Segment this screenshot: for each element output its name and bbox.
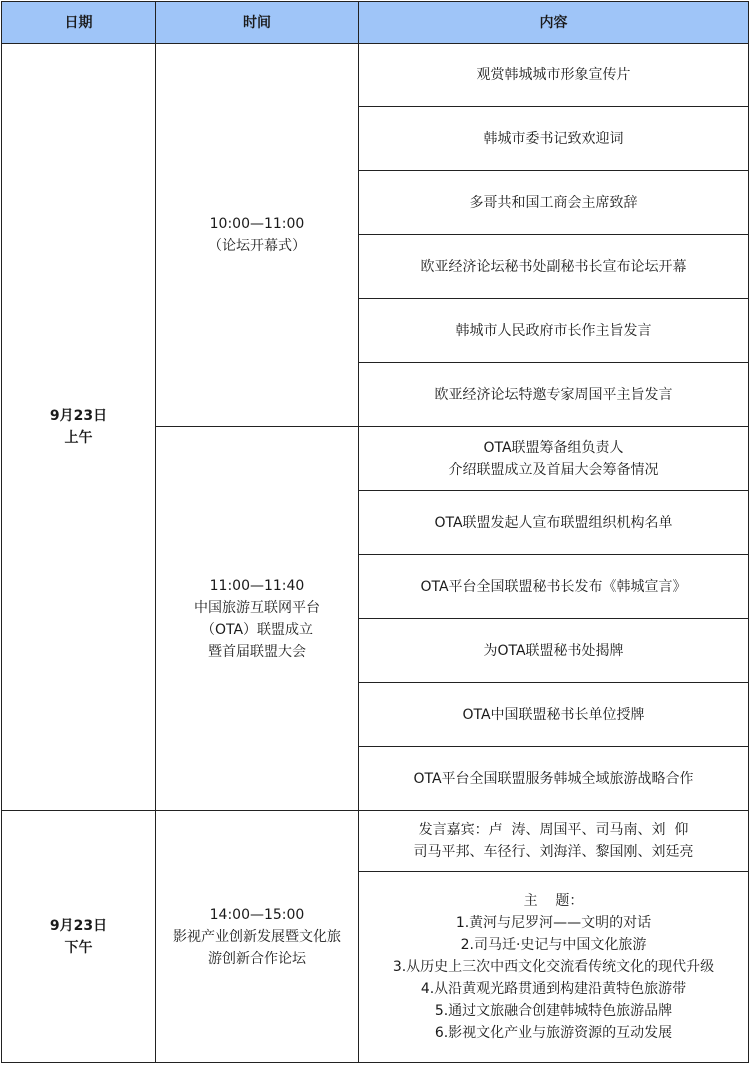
time-cell-ota	[156, 427, 359, 811]
session-time: 14:00—15:00	[209, 906, 305, 923]
time-cell-opening	[156, 44, 359, 427]
content-item: OTA平台全国联盟服务韩城全域旅游战略合作	[359, 747, 749, 811]
time-cell-forum	[156, 811, 359, 1063]
content-item: 多哥共和国工商会主席致辞	[359, 171, 749, 235]
session-name-line: 暨首届联盟大会	[208, 643, 306, 660]
session-time: 10:00—11:00	[209, 216, 305, 232]
date-text: 9月23日	[49, 917, 108, 934]
content-item: OTA联盟发起人宣布联盟组织机构名单	[359, 491, 749, 555]
theme-item: 6.影视文化产业与旅游资源的互动发展	[434, 1025, 673, 1041]
session-name-line: 影视产业创新发展暨文化旅	[173, 928, 341, 945]
session-name-line: 中国旅游互联网平台	[194, 599, 320, 616]
content-item: 观赏韩城城市形象宣传片	[359, 44, 749, 107]
theme-item: 3.从历史上三次中西文化交流看传统文化的现代升级	[392, 959, 715, 975]
date-text: 9月23日	[49, 408, 108, 424]
table-row	[2, 811, 749, 872]
period-text: 下午	[64, 939, 93, 956]
speakers-line: 司马平邦、车径行、刘海洋、黎国刚、刘廷亮	[413, 844, 694, 860]
header-date: 日期	[2, 2, 156, 44]
themes-cell	[359, 872, 749, 1063]
header-content: 内容	[359, 2, 749, 44]
session-name: （论坛开幕式）	[208, 238, 306, 254]
content-item: 韩城市委书记致欢迎词	[359, 107, 749, 171]
speakers-line: 发言嘉宾：卢 涛、周国平、司马南、刘 仰	[418, 822, 689, 838]
content-item: 韩城市人民政府市长作主旨发言	[359, 299, 749, 363]
theme-item: 4.从沿黄观光路贯通到构建沿黄特色旅游带	[420, 981, 687, 997]
content-item: OTA平台全国联盟秘书长发布《韩城宣言》	[359, 555, 749, 619]
header-time: 时间	[156, 2, 359, 44]
period-text: 上午	[64, 430, 93, 446]
speakers-cell	[359, 811, 749, 872]
content-line: OTA联盟筹备组负责人	[483, 439, 624, 456]
schedule-table	[1, 1, 749, 1063]
content-item: 欧亚经济论坛特邀专家周国平主旨发言	[359, 363, 749, 427]
session-name-line: 游创新合作论坛	[208, 950, 306, 967]
date-cell-afternoon	[2, 811, 156, 1063]
content-item: OTA中国联盟秘书长单位授牌	[359, 683, 749, 747]
theme-item: 2.司马迁·史记与中国文化旅游	[460, 937, 647, 953]
session-time: 11:00—11:40	[209, 577, 305, 594]
theme-item: 5.通过文旅融合创建韩城特色旅游品牌	[434, 1003, 673, 1019]
table-row	[2, 44, 749, 107]
header-row	[2, 2, 749, 44]
content-item: 为OTA联盟秘书处揭牌	[359, 619, 749, 683]
date-cell-morning	[2, 44, 156, 811]
content-item: 欧亚经济论坛秘书处副秘书长宣布论坛开幕	[359, 235, 749, 299]
session-name-line: （OTA）联盟成立	[200, 621, 314, 638]
content-item	[359, 427, 749, 491]
themes-title: 主 题：	[523, 893, 584, 909]
theme-item: 1.黄河与尼罗河——文明的对话	[455, 915, 652, 931]
content-line: 介绍联盟成立及首届大会筹备情况	[448, 461, 659, 478]
